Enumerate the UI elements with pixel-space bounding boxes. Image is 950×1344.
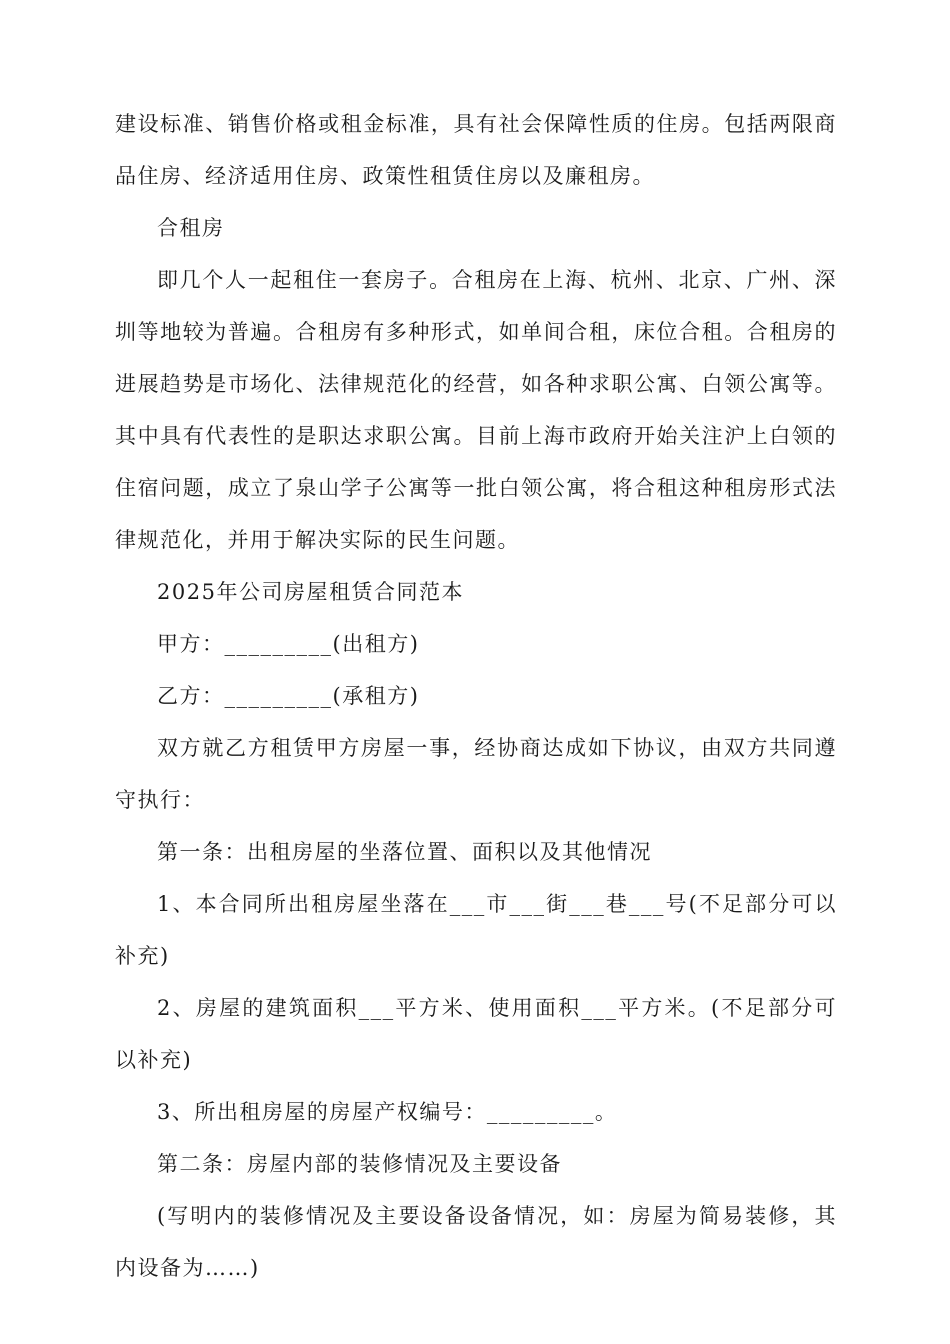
article-2-note: (写明内的装修情况及主要设备设备情况，如：房屋为简易装修，其内设备为……) xyxy=(115,1204,837,1280)
party-a-line: 甲方：_________(出租方) xyxy=(157,632,420,656)
article-1-heading: 第一条：出租房屋的坐落位置、面积以及其他情况 xyxy=(157,840,652,864)
article-1-item-3: 3、所出租房屋的房屋产权编号：_________。 xyxy=(157,1100,618,1124)
agreement-intro: 双方就乙方租赁甲方房屋一事，经协商达成如下协议，由双方共同遵守执行： xyxy=(115,736,837,812)
document-page xyxy=(115,98,837,1294)
heading-shared-housing: 合租房 xyxy=(157,216,225,240)
article-1-item-2: 2、房屋的建筑面积___平方米、使用面积___平方米。(不足部分可以补充) xyxy=(115,996,837,1072)
paragraph-affordable-housing: 建设标准、销售价格或租金标准，具有社会保障性质的住房。包括两限商品住房、经济适用住房、政策性租赁住房以及廉租房。 xyxy=(115,112,837,188)
paragraph-shared-housing: 即几个人一起租住一套房子。合租房在上海、杭州、北京、广州、深圳等地较为普遍。合租房有多种形式，如单间合租，床位合租。合租房的进展趋势是市场化、法律规范化的经营，如各种求职公寓、白领公寓等。其中具有代表性的是职达求职公寓。目前上海市政府开始关注沪上白领的住宿问题，成立了泉山学子公寓等一批白领公寓，将合租这种租房形式法律规范化，并用于解决实际的民生问题。 xyxy=(115,268,837,552)
article-2-heading: 第二条：房屋内部的装修情况及主要设备 xyxy=(157,1152,562,1176)
party-b-line: 乙方：_________(承租方) xyxy=(157,684,420,708)
article-1-item-1: 1、本合同所出租房屋坐落在___市___街___巷___号(不足部分可以补充) xyxy=(115,892,837,968)
contract-title: 2025年公司房屋租赁合同范本 xyxy=(157,580,464,604)
